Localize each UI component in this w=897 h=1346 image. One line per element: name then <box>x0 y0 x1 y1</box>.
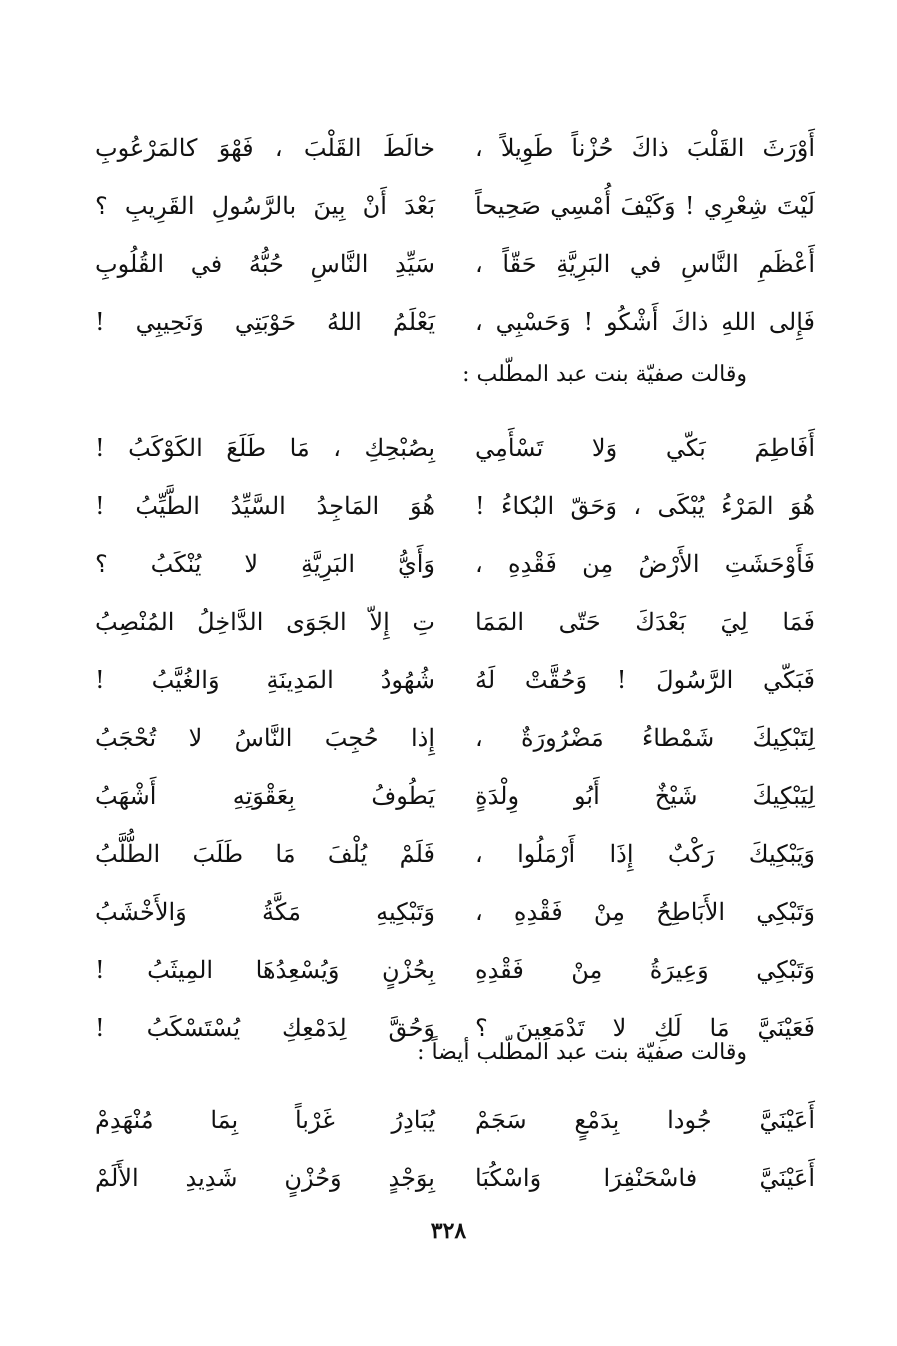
verse <box>95 834 815 892</box>
verse-first-hemistich: لَيْتَ شِعْرِي ! وَكَيْفَ أُمْسِي صَحِيحاً <box>475 192 815 220</box>
verse-second-hemistich: يَطُوفُ بِعَقْوَتِهِ أَشْهَبُ <box>95 782 435 810</box>
verse-second-hemistich: بَعْدَ أَنْ بِينَ بالرَّسُولِ القَرِيبِ ؟ <box>95 192 435 220</box>
verse <box>95 486 815 544</box>
poem-section-2 <box>95 428 815 1066</box>
verse-second-hemistich: وَحُقَّ لِدَمْعِكِ يُسْتَسْكَبُ ! <box>95 1014 435 1042</box>
verse <box>95 950 815 1008</box>
verse-first-hemistich: فَمَا لِيَ بَعْدَكَ حَتّى المَمَا <box>475 608 815 636</box>
verse-second-hemistich: يَعْلَمُ اللهُ حَوْبَتِي وَنَحِيبِي ! <box>95 308 435 336</box>
poem-section-3 <box>95 1100 815 1216</box>
verse-second-hemistich: تِ إِلاّ الجَوَى الدَّاخِلُ المُنْصِبُ <box>95 608 435 636</box>
page-number: ٣٢٨ <box>430 1218 467 1244</box>
verse <box>95 244 815 302</box>
verse-first-hemistich: أَعْظَمِ النَّاسِ في البَرِيَّةِ حَقّاً ، <box>475 250 815 278</box>
verse-first-hemistich: أَوْرَثَ القَلْبَ ذاكَ حُزْناً طَوِيلاً ، <box>475 134 815 162</box>
verse-second-hemistich: شُهُودُ المَدِينَةِ وَالغُيَّبُ ! <box>95 666 435 694</box>
verse-first-hemistich: أَفَاطِمَ بَكّي وَلا تَسْأَمِي <box>475 434 815 462</box>
verse <box>95 186 815 244</box>
verse <box>95 428 815 486</box>
verse <box>95 776 815 834</box>
verse <box>95 302 815 360</box>
verse-first-hemistich: لِتَبْكِيكَ شَمْطاءُ مَضْرُورَةٌ ، <box>475 724 815 752</box>
verse <box>95 660 815 718</box>
verse <box>95 128 815 186</box>
verse-second-hemistich: وَأَيُّ البَرِيَّةِ لا يُنْكَبُ ؟ <box>95 550 435 578</box>
verse-second-hemistich: يُبَادِرُ غَرْباً بِمَا مُنْهَدِمْ <box>95 1106 435 1134</box>
verse-second-hemistich: بِوَجْدٍ وَحُزْنٍ شَدِيدِ الأَلَمْ <box>95 1164 435 1192</box>
section-heading: وقالت صفيّة بنت عبد المطّلب : <box>462 362 747 387</box>
verse-second-hemistich: سَيِّدِ النَّاسِ حُبُّهُ في القُلُوبِ <box>95 250 435 278</box>
verse-first-hemistich: فَإِلى اللهِ ذاكَ أَشْكُو ! وَحَسْبِي ، <box>475 308 815 336</box>
verse-second-hemistich: بِحُزْنٍ وَيُسْعِدُهَا المِيثَبُ ! <box>95 956 435 984</box>
verse-second-hemistich: فَلَمْ يُلْفَ مَا طَلَبَ الطُّلَّبُ <box>95 840 435 868</box>
verse-second-hemistich: بِصُبْحِكِ ، مَا طَلَعَ الكَوْكَبُ ! <box>95 434 435 462</box>
section-heading: وقالت صفيّة بنت عبد المطّلب أيضاً : <box>417 1040 747 1065</box>
verse-first-hemistich: أَعَيْنَيَّ جُودا بِدَمْعٍ سَجَمْ <box>475 1106 815 1134</box>
verse <box>95 1158 815 1216</box>
verse-first-hemistich: هُوَ المَرْءُ يُبْكَى ، وَحَقّ البُكاءُ ! <box>475 492 815 520</box>
verse-second-hemistich: وَتَبْكِيهِ مَكَّةُ وَالأَخْشَبُ <box>95 898 435 926</box>
verse-first-hemistich: وَتَبْكِي وَعِيرَةُ مِنْ فَقْدِهِ <box>475 956 815 984</box>
verse-first-hemistich: وَيَبْكِيكَ رَكْبٌ إِذَا أَرْمَلُوا ، <box>475 840 815 868</box>
verse-first-hemistich: وَتَبْكِي الأَبَاطِحُ مِنْ فَقْدِهِ ، <box>475 898 815 926</box>
verse <box>95 1100 815 1158</box>
verse <box>95 602 815 660</box>
verse-first-hemistich: لِيَبْكِيكَ شَيْخٌ أَبُو وِلْدَةٍ <box>475 782 815 810</box>
verse-first-hemistich: أَعَيْنَيَّ فاسْحَنْفِرَا وَاسْكُبَا <box>475 1164 815 1192</box>
verse-second-hemistich: إِذا حُجِبَ النَّاسُ لا تُحْجَبُ <box>95 724 435 752</box>
verse <box>95 892 815 950</box>
verse <box>95 544 815 602</box>
verse <box>95 718 815 776</box>
verse-first-hemistich: فَعَيْنَيَّ مَا لَكِ لا تَدْمَعِينَ ؟ <box>475 1014 815 1042</box>
verse-first-hemistich: فَبَكّي الرَّسُولَ ! وَحُقَّتْ لَهُ <box>475 666 815 694</box>
verse-second-hemistich: خالَطَ القَلْبَ ، فَهْوَ كالمَرْعُوبِ <box>95 134 435 162</box>
verse-second-hemistich: هُوَ المَاجِدُ السَّيِّدُ الطَّيِّبُ ! <box>95 492 435 520</box>
verse-first-hemistich: فَأَوْحَشَتِ الأَرْضُ مِن فَقْدِهِ ، <box>475 550 815 578</box>
poem-section-1 <box>95 128 815 360</box>
